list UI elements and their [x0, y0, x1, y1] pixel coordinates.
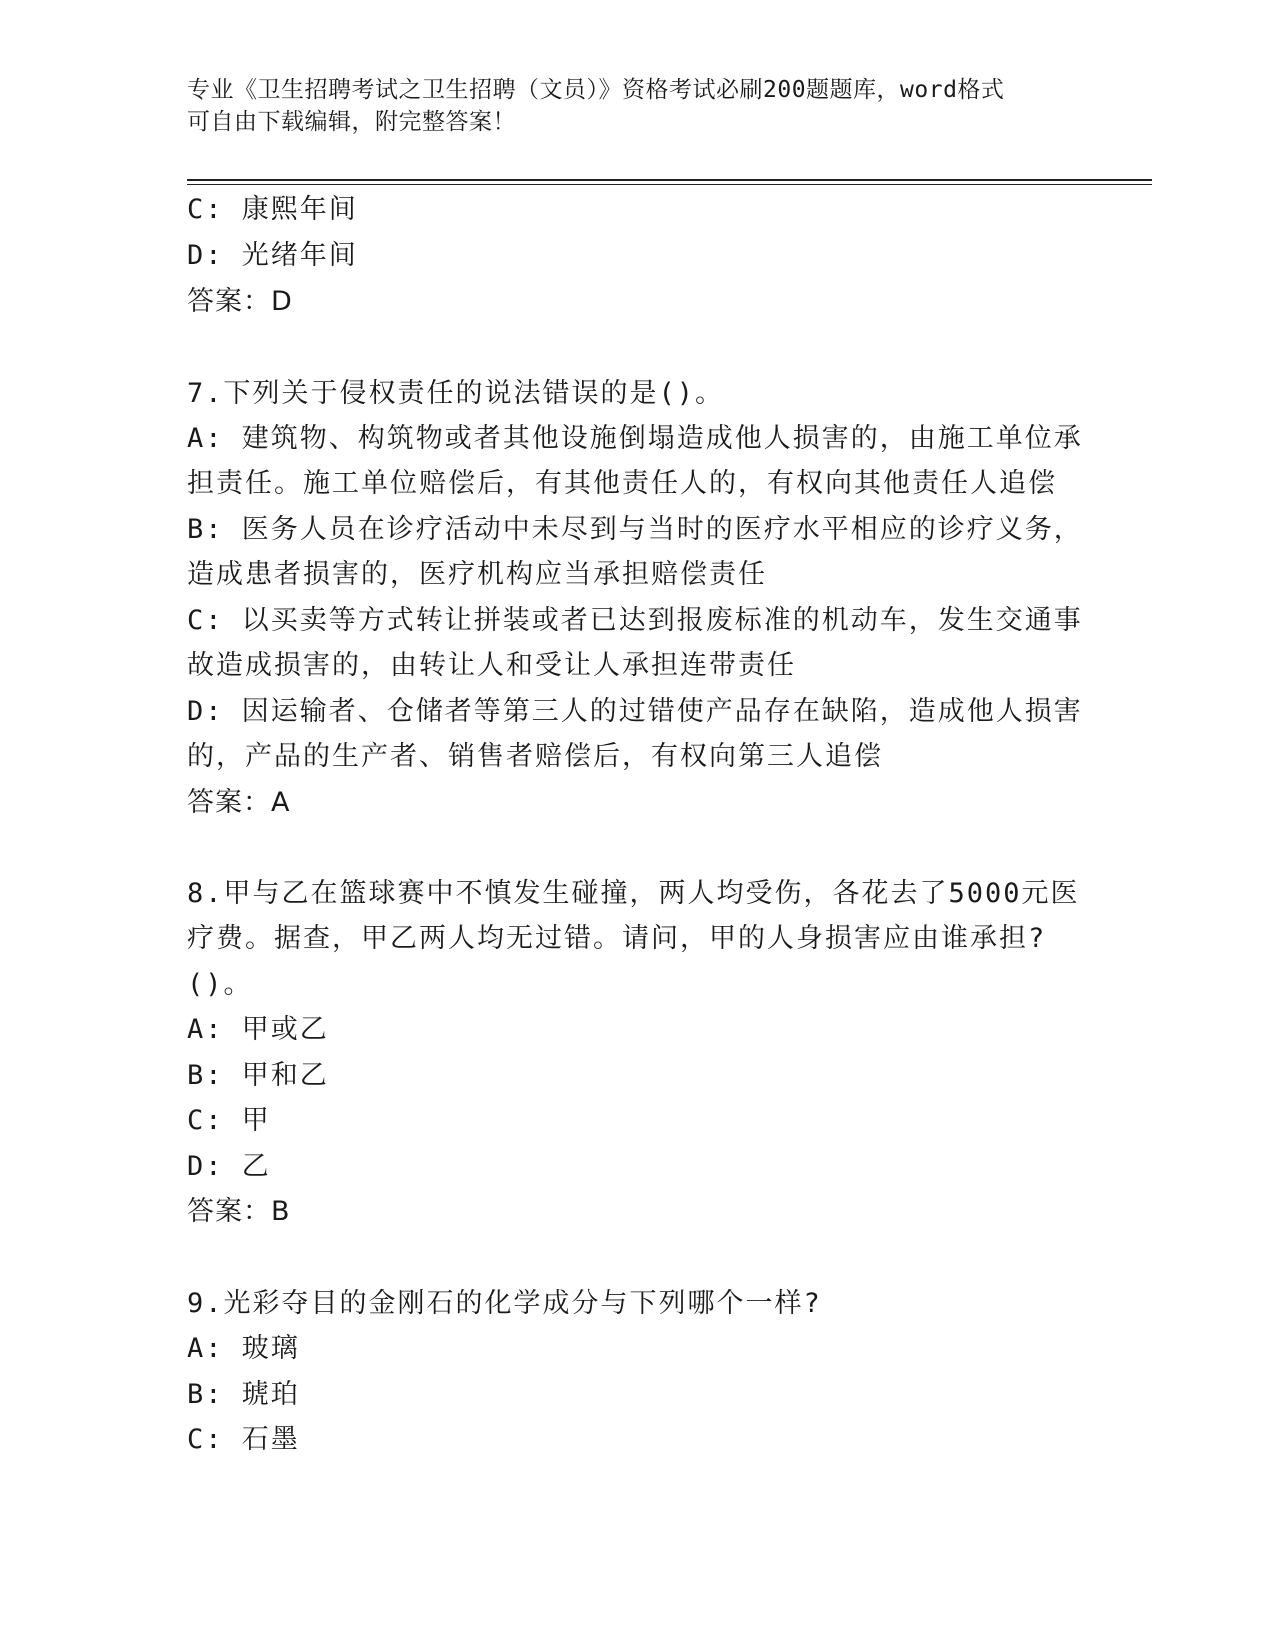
- question-line: 8.甲与乙在篮球赛中不慎发生碰撞，两人均受伤，各花去了5000元医: [187, 878, 1080, 909]
- answer-line: 答案：B: [187, 1196, 291, 1227]
- option-line: C: 甲: [187, 1105, 271, 1136]
- option-line: D: 乙: [187, 1151, 271, 1182]
- option-line: 的，产品的生产者、销售者赔偿后，有权向第三人追偿: [187, 741, 883, 772]
- question-line: 7.下列关于侵权责任的说法错误的是()。: [187, 378, 725, 409]
- option-line: B: 甲和乙: [187, 1060, 329, 1091]
- header-line-1: 专业《卫生招聘考试之卫生招聘（文员）》资格考试必刷200题题库，word格式: [187, 77, 1005, 103]
- option-line: A: 甲或乙: [187, 1014, 329, 1045]
- option-line: C: 康熙年间: [187, 194, 358, 225]
- question-line: ()。: [187, 969, 253, 1000]
- option-line: B: 医务人员在诊疗活动中未尽到与当时的医疗水平相应的诊疗义务，: [187, 514, 1083, 545]
- option-line: D: 因运输者、仓储者等第三人的过错使产品存在缺陷，造成他人损害: [187, 696, 1083, 727]
- option-line: A: 玻璃: [187, 1333, 300, 1364]
- answer-line: 答案：D: [187, 286, 293, 317]
- option-line: C: 以买卖等方式转让拼装或者已达到报废标准的机动车，发生交通事: [187, 605, 1083, 636]
- question-line: 疗费。据查，甲乙两人均无过错。请问，甲的人身损害应由谁承担?: [187, 923, 1047, 954]
- option-line: 造成患者损害的，医疗机构应当承担赔偿责任: [187, 559, 767, 590]
- option-line: 故造成损害的，由转让人和受让人承担连带责任: [187, 650, 796, 681]
- option-line: D: 光绪年间: [187, 240, 358, 271]
- header-divider-thick: [187, 179, 1152, 181]
- option-line: A: 建筑物、构筑物或者其他设施倒塌造成他人损害的，由施工单位承: [187, 423, 1083, 454]
- document-header: [187, 74, 1087, 138]
- option-line: 担责任。施工单位赔偿后，有其他责任人的，有权向其他责任人追偿: [187, 468, 1057, 499]
- header-line-2: 可自由下载编辑，附完整答案！: [187, 109, 516, 135]
- answer-line: 答案：A: [187, 787, 291, 818]
- option-line: C: 石墨: [187, 1424, 300, 1455]
- option-line: B: 琥珀: [187, 1379, 300, 1410]
- question-line: 9.光彩夺目的金刚石的化学成分与下列哪个一样?: [187, 1288, 822, 1319]
- header-divider-thin: [187, 184, 1152, 185]
